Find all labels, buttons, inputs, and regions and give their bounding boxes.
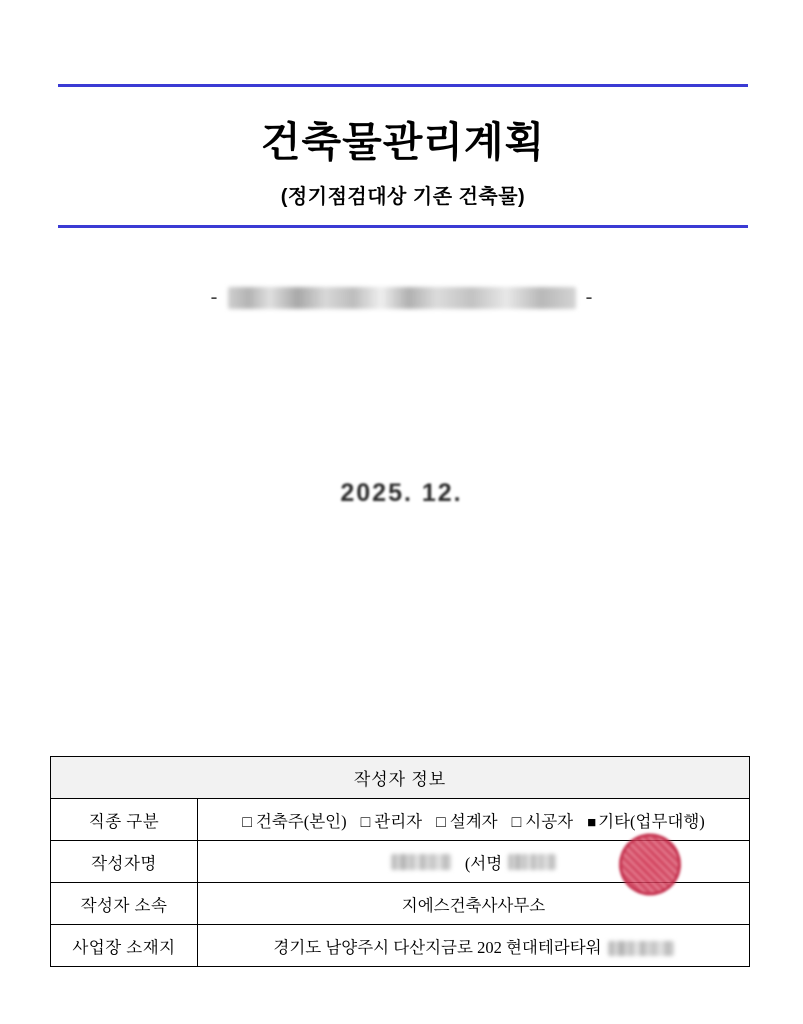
author-info-table xyxy=(50,756,750,967)
table-row xyxy=(51,925,750,967)
document-date: 2025. 12. xyxy=(340,479,463,507)
checkbox-constructor[interactable]: □ 시공자 xyxy=(512,808,574,832)
subject-dash-right: - xyxy=(585,286,593,309)
page-title: 건축물관리계획 xyxy=(260,119,546,165)
table-row xyxy=(51,757,750,799)
row-label-job-type: 직종 구분 xyxy=(51,799,198,841)
signature-label: (서명 xyxy=(464,853,503,873)
seal-stamp-icon xyxy=(619,833,681,895)
row-value-address xyxy=(198,925,750,967)
redacted-signature xyxy=(508,854,556,870)
row-value-affiliation: 지에스건축사사무소 xyxy=(198,883,750,925)
subject-line xyxy=(0,286,803,310)
row-value-author-name xyxy=(198,841,750,883)
title-top-rule xyxy=(58,84,748,87)
checkbox-other-agent[interactable]: ■ 기타(업무대행) xyxy=(587,808,705,832)
checkbox-owner[interactable]: □ 건축주(본인) xyxy=(242,808,346,832)
redacted-address-suffix xyxy=(608,941,674,956)
row-label-author-name: 작성자명 xyxy=(51,841,198,883)
title-bottom-rule xyxy=(58,225,748,228)
subject-dash-left: - xyxy=(210,286,218,309)
row-label-affiliation: 작성자 소속 xyxy=(51,883,198,925)
author-name-inner xyxy=(206,841,741,882)
row-value-job-type xyxy=(198,799,750,841)
job-type-checkbox-group xyxy=(206,808,741,832)
checkbox-manager[interactable]: □ 관리자 xyxy=(361,808,423,832)
address-text: 경기도 남양주시 다산지금로 202 현대테라타워 xyxy=(273,937,602,957)
checkbox-designer[interactable]: □ 설계자 xyxy=(436,808,498,832)
row-label-address: 사업장 소재지 xyxy=(51,925,198,967)
table-row xyxy=(51,841,750,883)
author-table-header: 작성자 정보 xyxy=(51,757,750,799)
redacted-subject-text xyxy=(228,287,576,309)
redacted-author-name xyxy=(391,854,451,870)
title-block xyxy=(58,84,748,228)
page-subtitle: (정기점검대상 기존 건축물) xyxy=(280,186,526,208)
